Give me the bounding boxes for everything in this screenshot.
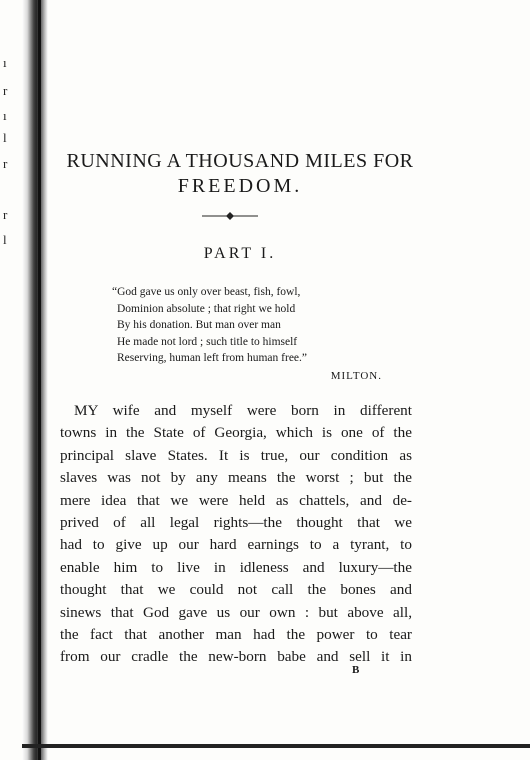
epigraph-line: Reserving, human left from human free.” bbox=[117, 352, 308, 364]
body-line: mere idea that we were held as chattels, and de- bbox=[60, 491, 412, 509]
body-line: from our cradle the new-born babe and sell it in bbox=[60, 648, 412, 666]
signature-mark: B bbox=[352, 664, 360, 676]
body-line: had to give up our hard earnings to a tyrant, to bbox=[60, 536, 412, 554]
margin-letter: l bbox=[3, 232, 7, 247]
body-line: towns in the State of Georgia, which is one of the bbox=[60, 424, 412, 442]
page-gutter-shadow bbox=[22, 0, 48, 760]
margin-letter: ı bbox=[3, 108, 7, 123]
facing-page-margin bbox=[0, 0, 20, 260]
epigraph-line: By his donation. But man over man bbox=[117, 319, 281, 331]
body-line: sinews that God gave us our own : but above all, bbox=[60, 603, 412, 621]
epigraph-line: Dominion absolute ; that right we hold bbox=[117, 302, 296, 315]
binding-line bbox=[38, 0, 41, 760]
epigraph-line: He made not lord ; such title to himself bbox=[117, 335, 298, 348]
body-line: thought that we could not call the bones and bbox=[60, 581, 412, 599]
margin-letter: r bbox=[3, 83, 8, 98]
body-line: prived of all legal rights—the thought that we bbox=[60, 513, 412, 531]
margin-letter: r bbox=[3, 207, 8, 222]
body-line: MY wife and myself were born in different bbox=[74, 402, 412, 419]
body-paragraph bbox=[60, 400, 412, 669]
body-line: the fact that another man had the power to tear bbox=[60, 625, 412, 643]
margin-letter: l bbox=[3, 130, 7, 145]
part-heading: PART I. bbox=[203, 245, 277, 262]
body-line: principal slave States. It is true, our condition as bbox=[60, 446, 412, 464]
ornament-divider-icon bbox=[200, 210, 260, 222]
body-line: slaves was not by any means the worst ; but the bbox=[60, 469, 412, 487]
epigraph-line: “God gave us only over beast, fish, fowl, bbox=[112, 286, 301, 298]
margin-letter: r bbox=[3, 156, 8, 171]
bottom-edge-rule bbox=[22, 744, 530, 748]
chapter-title-line-2: FREEDOM. bbox=[177, 175, 303, 197]
chapter-title-line-1: RUNNING A THOUSAND MILES FOR bbox=[66, 150, 414, 172]
body-line: enable him to live in idleness and luxury—the bbox=[60, 558, 412, 576]
epigraph bbox=[112, 284, 382, 367]
margin-letter: ı bbox=[3, 55, 7, 70]
epigraph-attribution: MILTON. bbox=[330, 370, 382, 382]
